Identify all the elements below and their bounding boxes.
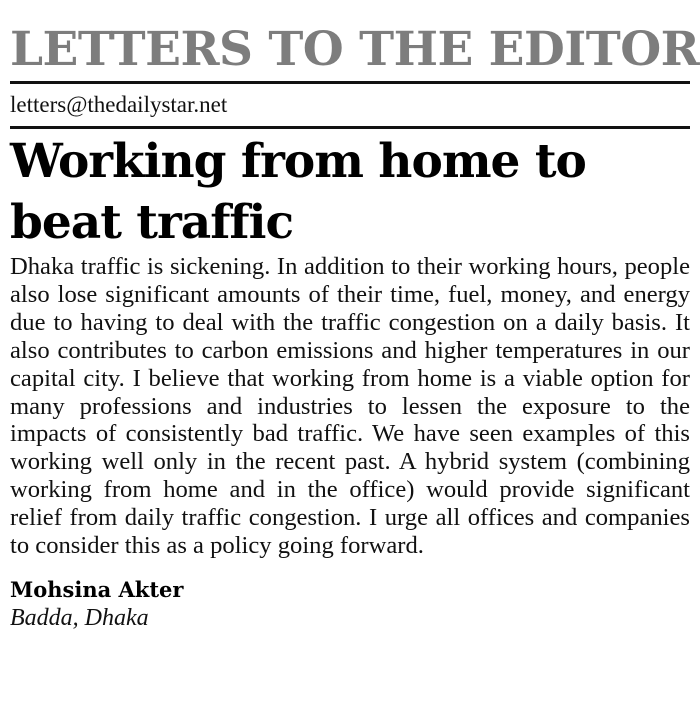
letters-page <box>10 0 700 632</box>
bottom-divider <box>10 126 690 129</box>
letter-location: Badda, Dhaka <box>10 604 149 631</box>
letter-headline: Working from home to beat traffic <box>10 134 586 250</box>
letter-body: Dhaka traffic is sickening. In addition to their working hours, people also lose significant amounts of their time, fuel, money, and energy due to having to deal with the traffic congestion on a daily basis. It also contributes to carbon emissions and higher temperatures in our capital city. I believe that working from home is a viable option for many professions and industries to lessen the exposure to the impacts of consistently bad traffic. We have seen examples of this working well only in the recent past. A hybrid system (combining working from home and in the office) would provide significant relief from daily traffic congestion. I urge all offices and companies to consider this as a policy going forward. <box>10 253 690 560</box>
letter-article <box>10 131 690 632</box>
editor-email-link[interactable]: letters@thedailystar.net <box>10 92 228 117</box>
section-title: LETTERS TO THE EDITOR <box>10 22 700 77</box>
letter-author: Mohsina Akter <box>10 576 184 602</box>
